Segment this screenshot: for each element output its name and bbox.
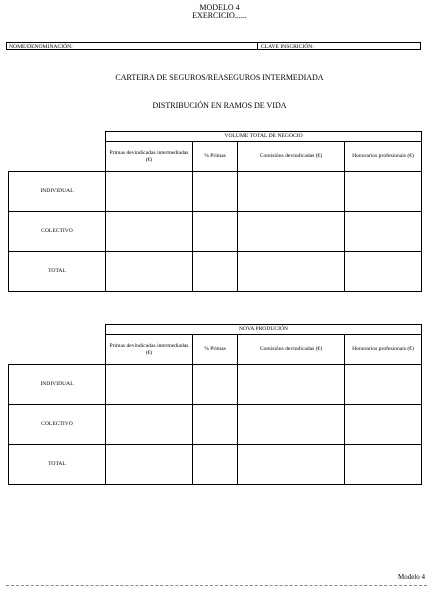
- identification-bar: [6, 42, 421, 50]
- entry-cell[interactable]: [106, 445, 193, 485]
- table-corner: [9, 335, 106, 365]
- column-header: Comisións devindicadas (€): [238, 142, 345, 172]
- column-header: % Primas: [193, 335, 238, 365]
- entry-cell[interactable]: [193, 252, 238, 292]
- table-corner: [9, 325, 106, 335]
- entry-cell[interactable]: [193, 212, 238, 252]
- entry-cell[interactable]: [238, 252, 345, 292]
- id-bar-divider: [257, 42, 258, 50]
- row-label: COLECTIVO: [9, 212, 106, 252]
- entry-cell[interactable]: [345, 172, 422, 212]
- footer-divider: [6, 585, 427, 586]
- row-label: COLECTIVO: [9, 405, 106, 445]
- document-title: CARTEIRA DE SEGUROS/REASEGUROS INTERMEDIADA: [115, 73, 324, 82]
- entry-cell[interactable]: [345, 445, 422, 485]
- entry-cell[interactable]: [238, 212, 345, 252]
- entry-cell[interactable]: [193, 172, 238, 212]
- column-header: Primas devindicadas intermediadas (€): [106, 142, 193, 172]
- entry-cell[interactable]: [106, 365, 193, 405]
- entry-cell[interactable]: [193, 365, 238, 405]
- row-label: INDIVIDUAL: [9, 172, 106, 212]
- table-corner: [9, 132, 106, 142]
- entry-cell[interactable]: [106, 172, 193, 212]
- new-production-table: [8, 324, 422, 485]
- entry-cell[interactable]: [345, 252, 422, 292]
- table-heading: NOVA PRODUCIÓN: [106, 325, 422, 335]
- row-label: INDIVIDUAL: [9, 365, 106, 405]
- column-header: Comisións devindicadas (€): [238, 335, 345, 365]
- entry-cell[interactable]: [193, 445, 238, 485]
- entry-cell[interactable]: [106, 252, 193, 292]
- entry-cell[interactable]: [106, 212, 193, 252]
- column-header: % Primas: [193, 142, 238, 172]
- row-label: TOTAL: [9, 252, 106, 292]
- name-label: NOME/DENOMINACIÓN:: [9, 44, 73, 50]
- document-subtitle: DISTRIBUCIÓN EN RAMOS DE VIDA: [152, 101, 287, 110]
- entry-cell[interactable]: [345, 405, 422, 445]
- column-header: Honorarios profesionais (€): [345, 142, 422, 172]
- entry-cell[interactable]: [238, 365, 345, 405]
- exercise-label: EXERCICIO......: [192, 11, 247, 20]
- form-model-title: MODELO 4: [199, 3, 240, 12]
- column-header: Honorarios profesionais (€): [345, 335, 422, 365]
- entry-cell[interactable]: [238, 405, 345, 445]
- table-heading: VOLUME TOTAL DE NEGOCIO: [106, 132, 422, 142]
- total-business-table: [8, 131, 422, 292]
- entry-cell[interactable]: [345, 212, 422, 252]
- table-corner: [9, 142, 106, 172]
- entry-cell[interactable]: [193, 405, 238, 445]
- footer-model-label: Modelo 4: [397, 573, 425, 581]
- registration-key-label: CLAVE INSCRICIÓN:: [261, 44, 314, 50]
- entry-cell[interactable]: [106, 405, 193, 445]
- column-header: Primas devindicadas intermediadas (€): [106, 335, 193, 365]
- entry-cell[interactable]: [238, 172, 345, 212]
- entry-cell[interactable]: [238, 445, 345, 485]
- entry-cell[interactable]: [345, 365, 422, 405]
- row-label: TOTAL: [9, 445, 106, 485]
